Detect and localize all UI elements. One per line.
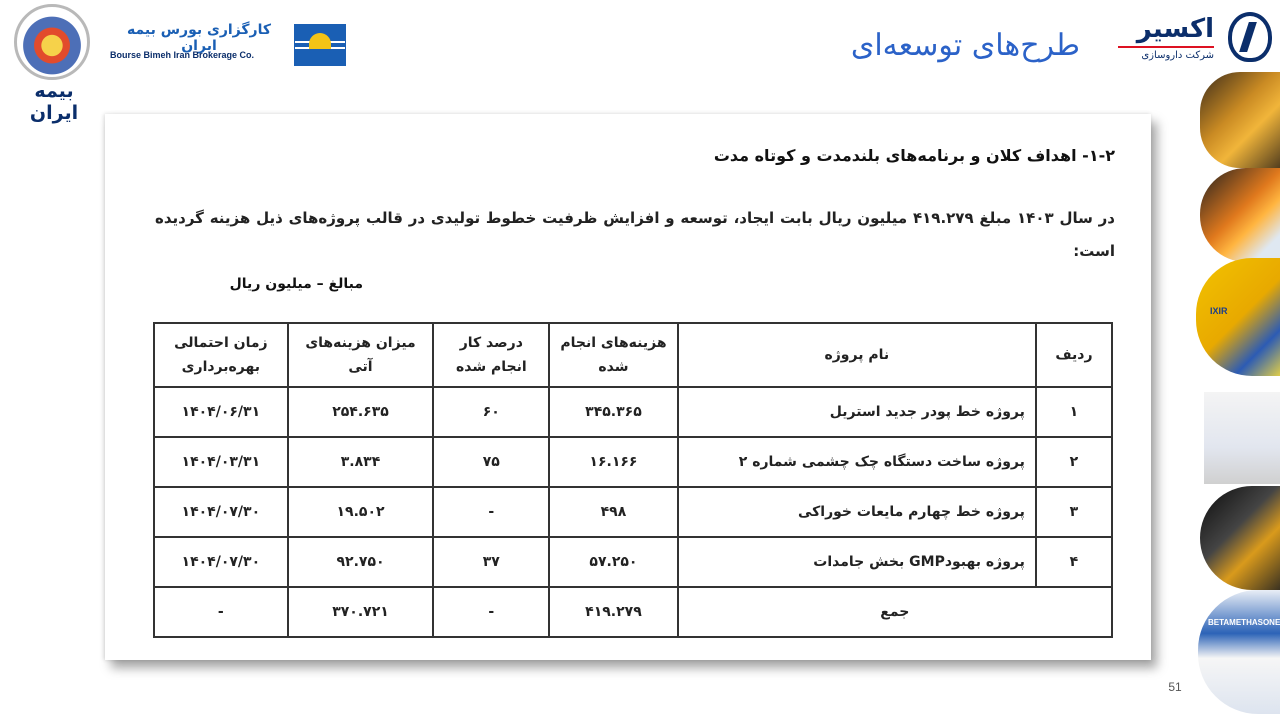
cell-future-cost: ۲۵۴.۶۳۵	[288, 387, 434, 437]
header-operation-time: زمان احتمالی بهره‌برداری	[154, 323, 288, 387]
header-row-number: ردیف	[1036, 323, 1112, 387]
cell-operation-time: ۱۴۰۴/۰۷/۳۰	[154, 487, 288, 537]
product-label-ixir: IXIR	[1210, 306, 1228, 316]
cell-project-name: پروژه خط پودر جدید استریل	[678, 387, 1036, 437]
cell-percent-done: ۶۰	[433, 387, 549, 437]
cell-total-percent: -	[433, 587, 549, 637]
cell-spent-cost: ۳۴۵.۳۶۵	[549, 387, 677, 437]
table-row	[154, 487, 1112, 537]
cell-total-label: جمع	[678, 587, 1112, 637]
projects-table	[153, 322, 1113, 638]
cell-percent-done: -	[433, 487, 549, 537]
cell-future-cost: ۱۹.۵۰۲	[288, 487, 434, 537]
cell-project-name: پروژه خط چهارم مایعات خوراکی	[678, 487, 1036, 537]
product-photo-elixir-box	[1196, 258, 1280, 376]
table-row	[154, 437, 1112, 487]
product-photo-ampoule	[1200, 486, 1280, 590]
bimeh-iran-seal-icon	[14, 4, 90, 80]
cell-row-number: ۱	[1036, 387, 1112, 437]
document-heading: ۱-۲- اهداف کلان و برنامه‌های بلندمدت و کوتاه مدت	[713, 146, 1115, 165]
table-row	[154, 537, 1112, 587]
broker-logo	[110, 22, 350, 66]
aksir-logo-wordmark: اکسیر	[1136, 14, 1214, 44]
cell-row-number: ۳	[1036, 487, 1112, 537]
cell-total-spent: ۴۱۹.۲۷۹	[549, 587, 677, 637]
cell-project-name: پروژه بهبودGMP بخش جامدات	[678, 537, 1036, 587]
broker-sunrise-icon	[294, 24, 346, 66]
aksir-emblem-icon	[1228, 12, 1272, 62]
cell-future-cost: ۳.۸۳۴	[288, 437, 434, 487]
cell-row-number: ۴	[1036, 537, 1112, 587]
cell-percent-done: ۷۵	[433, 437, 549, 487]
header-future-cost: میزان هزینه‌های آتی	[288, 323, 434, 387]
cell-operation-time: ۱۴۰۴/۰۶/۳۱	[154, 387, 288, 437]
cell-spent-cost: ۵۷.۲۵۰	[549, 537, 677, 587]
cell-total-future: ۳۷۰.۷۲۱	[288, 587, 434, 637]
table-row	[154, 387, 1112, 437]
header-project-name: نام پروژه	[678, 323, 1036, 387]
broker-name-fa: کارگزاری بورس بیمه ایران	[126, 22, 271, 54]
header-spent-cost: هزینه‌های انجام شده	[549, 323, 677, 387]
amount-unit-note: مبالغ – میلیون ریال	[229, 276, 363, 292]
broker-name-en: Bourse Bimeh Iran Brokerage Co.	[110, 50, 255, 60]
bimeh-iran-logo-text: بیمه ایران	[29, 80, 79, 124]
aksir-logo	[1118, 12, 1214, 70]
document-excerpt	[105, 114, 1151, 660]
product-photo-betamethasone-box	[1198, 590, 1280, 714]
product-label-betamethasone: BETAMETHASONE	[1208, 618, 1280, 627]
product-photo-ibuprofen-bottle	[1200, 168, 1280, 262]
cell-row-number: ۲	[1036, 437, 1112, 487]
table-header-row	[154, 323, 1112, 387]
header-percent-done: درصد کار انجام شده	[433, 323, 549, 387]
slide-title: طرح‌های توسعه‌ای	[850, 28, 1080, 63]
product-photo-medicine-box	[1204, 392, 1280, 484]
document-paragraph: در سال ۱۴۰۳ مبلغ ۴۱۹.۲۷۹ میلیون ریال بابت ایجاد، توسعه و افزایش ظرفیت خطوط تولیدی در قالب پروژه‌های ذیل هزینه گردیده است:	[155, 209, 1116, 260]
cell-operation-time: ۱۴۰۴/۰۷/۳۰	[154, 537, 288, 587]
cell-percent-done: ۳۷	[433, 537, 549, 587]
cell-project-name: پروژه ساخت دستگاه چک چشمی شماره ۲	[678, 437, 1036, 487]
bimeh-iran-logo	[8, 4, 100, 124]
page-number: 51	[1168, 680, 1182, 694]
cell-spent-cost: ۱۶.۱۶۶	[549, 437, 677, 487]
cell-operation-time: ۱۴۰۴/۰۳/۳۱	[154, 437, 288, 487]
table-total-row	[154, 587, 1112, 637]
product-photo-syrup-bottle	[1200, 72, 1280, 168]
aksir-logo-subtitle: شرکت داروسازی	[1118, 46, 1214, 61]
cell-future-cost: ۹۲.۷۵۰	[288, 537, 434, 587]
cell-spent-cost: ۴۹۸	[549, 487, 677, 537]
cell-total-time: -	[154, 587, 288, 637]
